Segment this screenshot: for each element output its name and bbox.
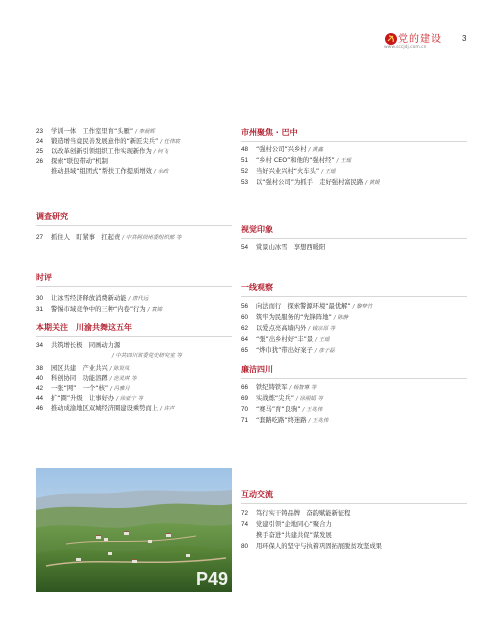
section-divider [241,141,467,142]
toc-entry[interactable]: 48 “强村公司”兴乡村 / 黄鑫 [241,146,323,153]
magazine-logo [384,30,442,52]
toc-entry[interactable]: 53 以“强村公司”为抓手 走好强村富民路 / 黄媛 [241,179,380,186]
section-heading-survey: 调查研究 [36,212,68,221]
toc-entry[interactable]: 51 “乡村 CEO”和他的“强村经” / 王瑶 [241,157,351,164]
toc-entry[interactable]: 80 用环保人的坚守与执着巩固拓展脱贫攻坚成果 [241,543,382,550]
toc-entry[interactable]: 25 以改革创新引领组织工作实现新作为 / 何飞 [36,148,169,155]
section-heading-review: 时评 [36,273,52,282]
section-divider [36,286,232,287]
section-divider [241,238,467,239]
section-divider [36,225,232,226]
section-heading-front: 一线观察 [241,283,273,292]
landscape-photo[interactable] [36,468,232,592]
section-heading-clean: 廉洁四川 [241,365,273,374]
section-heading-focus: 本期关注 川渝共舞这五年 [36,323,132,332]
toc-entry[interactable]: 46 推动成渝地区双城经济圈建设乘势而上 / 许声 [36,405,175,412]
toc-entry[interactable]: 30 让冰雪经济释放消费新动能 / 唐代远 [36,295,149,302]
section-divider [241,503,467,504]
toc-entry[interactable]: 65 “烨巾犹”带出好案子 / 彦子磊 [241,347,335,354]
page-number: 3 [462,34,467,43]
toc-entry[interactable]: 26 探索“联包带动”机制 [36,158,108,165]
toc-entry[interactable]: 40 科创协同 功能溶蹲 / 范灵琪 等 [36,375,137,382]
toc-entry[interactable]: 44 扩“圈”升级 让事好办 / 徐亚宁 等 [36,395,144,402]
toc-entry[interactable]: 74 党建引领“企地同心”聚合力 [241,521,332,528]
toc-entry[interactable]: 60 筑牢为民服务的“先锋阵地” / 陈静 [241,314,349,321]
toc-entry[interactable]: 62 以爱点亮高墙内外 / 钱宗原 等 [241,325,336,332]
toc-entry[interactable]: 24 锻造增当竟民善发展意作的“新匠尖兵” / 任伟宸 [36,138,180,145]
logo-title: 党的建设 [398,34,442,45]
toc-entry-author: / 中共四川省委党史研究室 等 [112,353,182,359]
party-emblem-icon [384,32,398,46]
toc-entry[interactable]: 72 笃行实干铸品牌 奋韵赋能新征程 [241,510,351,517]
toc-entry[interactable]: 42 一张“网” 一个“核” / 冯雅月 [36,385,130,392]
toc-entry[interactable]: 69 实战炼“尖兵” / 徐丽娟 等 [241,395,323,402]
toc-entry[interactable]: 携手奋进“共建共促”谋发展 [256,532,332,539]
toc-entry[interactable]: 推动县域“组团式”帮扶工作提质增效 / 余政 [51,168,169,175]
toc-entry[interactable]: 38 园区共建 产业共兴 / 陈贤凤 [36,365,130,372]
toc-entry[interactable]: 27 抓住人 盯紧事 扛起责 / 中共阿坝州委组织部 等 [36,234,182,241]
section-heading-exchange: 互动交流 [241,490,273,499]
toc-entry[interactable]: 34 共筑增长极 同画动力源 [36,342,121,349]
toc-entry[interactable]: 70 “赛马”育“良驹” / 王兆伟 [241,406,323,413]
toc-entry[interactable]: 52 当好兴业兴村“火车头” / 王瑶 [241,168,336,175]
toc-entry[interactable]: 71 “套路吃路”终迷路 / 王兆伟 [241,417,329,424]
toc-entry[interactable]: 66 铁纪铸铁军 / 杨智琳 等 [241,384,317,391]
page-header [0,6,484,66]
toc-entry[interactable]: 23 学训一体 工作室里育“头雁” / 李晨辉 [36,128,155,135]
toc-entry[interactable]: 31 警惕市域竞争中的三种“内卷”行为 / 袁锦 [36,306,163,313]
section-divider [36,336,232,337]
section-heading-city: 市州聚焦 · 巴中 [241,128,298,137]
toc-entry[interactable]: 64 “張”出乡村好“丰”景 / 王瑶 [241,336,330,343]
section-heading-visual: 视觉印象 [241,225,273,234]
section-divider [241,296,467,297]
toc-entry[interactable]: 56 向法而行 探索警源环境“最优解” / 黎梦竹 [241,303,373,310]
section-divider [241,378,467,379]
toc-entry[interactable]: 54 赏景山冰雪 享想西暖阳 [241,244,326,251]
logo-url: www.sccjdj.com.cn [384,45,427,50]
photo-page-label: P49 [195,569,228,589]
